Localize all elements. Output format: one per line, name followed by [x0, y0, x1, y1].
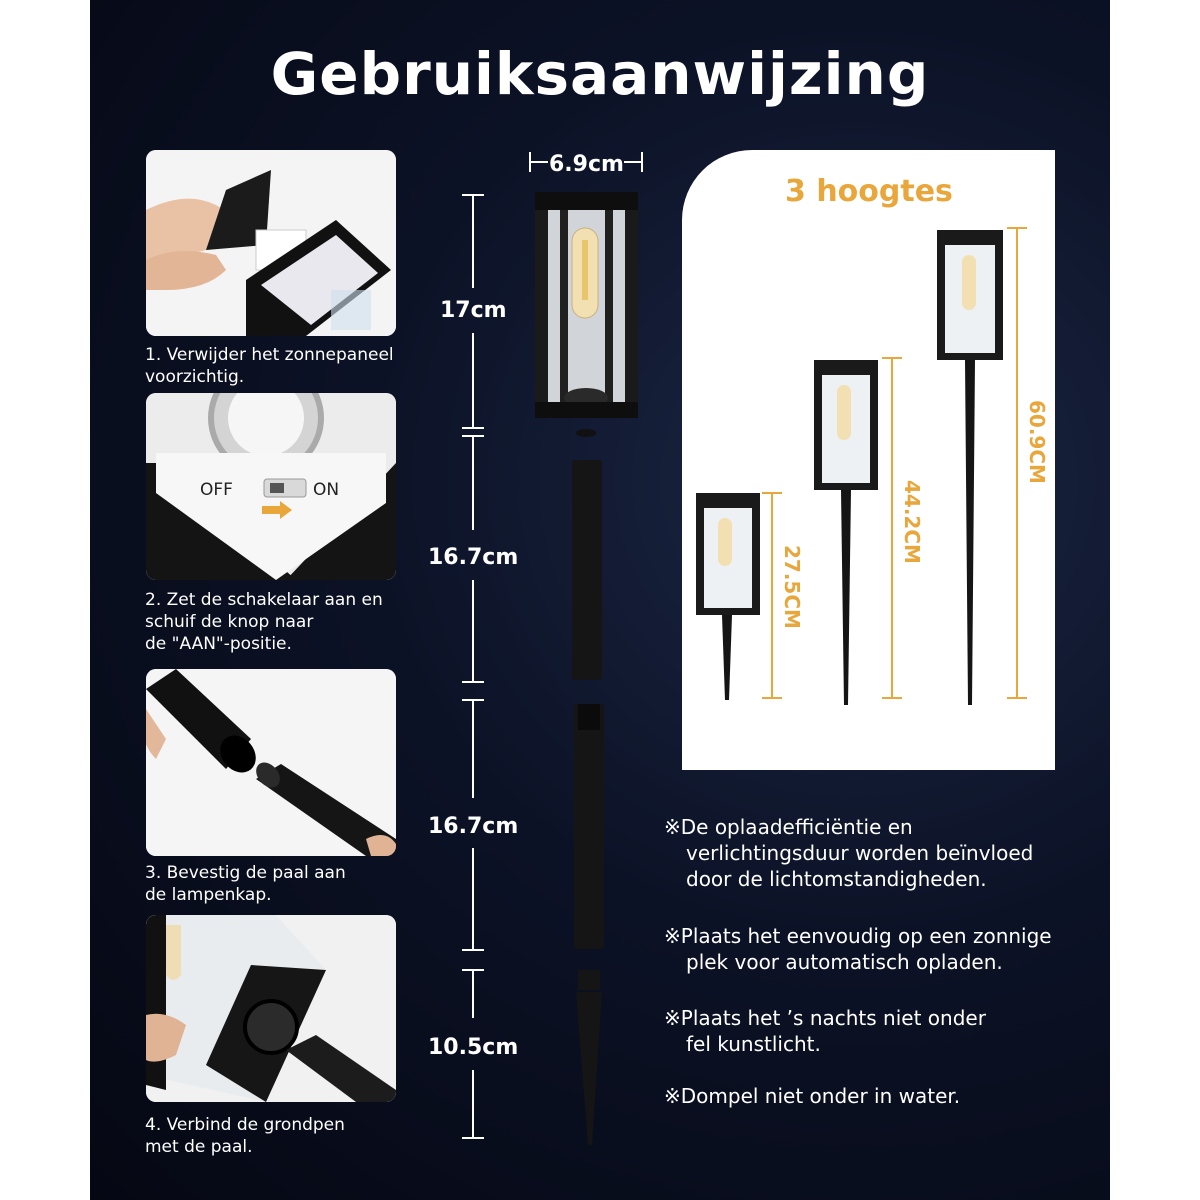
note-3-line-1: ※Plaats het ’s nachts niet onder	[664, 1006, 986, 1030]
note-2-line-1: ※Plaats het eenvoudig op een zonnige	[664, 924, 1052, 948]
step-1-line-2: voorzichtig.	[145, 367, 245, 387]
step-2-line-3: de "AAN"-positie.	[145, 634, 292, 654]
note-2	[664, 923, 1104, 975]
note-3-line-2: fel kunstlicht.	[686, 1032, 821, 1056]
page-title: Gebruiksaanwijzing	[270, 40, 930, 108]
step-2-photo	[146, 393, 396, 580]
heights-title: 3 hoogtes	[785, 174, 953, 209]
height-small-label: 27.5CM	[780, 545, 804, 629]
dimension-pole-2: 16.7cm	[428, 814, 519, 839]
dimension-stake: 10.5cm	[428, 1035, 519, 1060]
step-3-line-1: 3. Bevestig de paal aan	[145, 863, 346, 883]
note-4-line-1: ※Dompel niet onder in water.	[664, 1084, 961, 1108]
step-4-line-1: 4. Verbind de grondpen	[145, 1115, 345, 1135]
step-3-caption	[145, 862, 415, 906]
step-1-line-1: 1. Verwijder het zonnepaneel	[145, 345, 394, 365]
step-3-photo	[146, 669, 396, 856]
note-2-line-2: plek voor automatisch opladen.	[686, 950, 1003, 974]
dimension-width: 6.9cm	[549, 152, 624, 177]
note-1-line-3: door de lichtomstandigheden.	[686, 867, 987, 891]
step-2-caption	[145, 589, 415, 655]
exploded-lamp-diagram	[400, 140, 680, 1150]
switch-on-label: ON	[313, 480, 340, 500]
step-1-caption	[145, 344, 415, 388]
step-4-photo	[146, 915, 396, 1102]
note-1-line-2: verlichtingsduur worden beïnvloed	[686, 841, 1034, 865]
step-2-line-2: schuif de knop naar	[145, 612, 314, 632]
step-4-line-2: met de paal.	[145, 1137, 253, 1157]
note-1-line-1: ※De oplaadefficiëntie en	[664, 815, 913, 839]
step-4-caption	[145, 1114, 415, 1158]
step-3-line-2: de lampenkap.	[145, 885, 272, 905]
heights-panel	[682, 150, 1055, 770]
note-3	[664, 1005, 1104, 1057]
height-medium-label: 44.2CM	[900, 480, 924, 564]
note-4	[664, 1083, 1104, 1109]
height-large-label: 60.9CM	[1025, 400, 1049, 484]
dimension-lamp-head: 17cm	[440, 298, 507, 323]
step-1-photo	[146, 150, 396, 336]
note-1	[664, 814, 1104, 892]
switch-off-label: OFF	[200, 480, 233, 500]
dimension-pole-1: 16.7cm	[428, 545, 519, 570]
step-2-line-1: 2. Zet de schakelaar aan en	[145, 590, 383, 610]
